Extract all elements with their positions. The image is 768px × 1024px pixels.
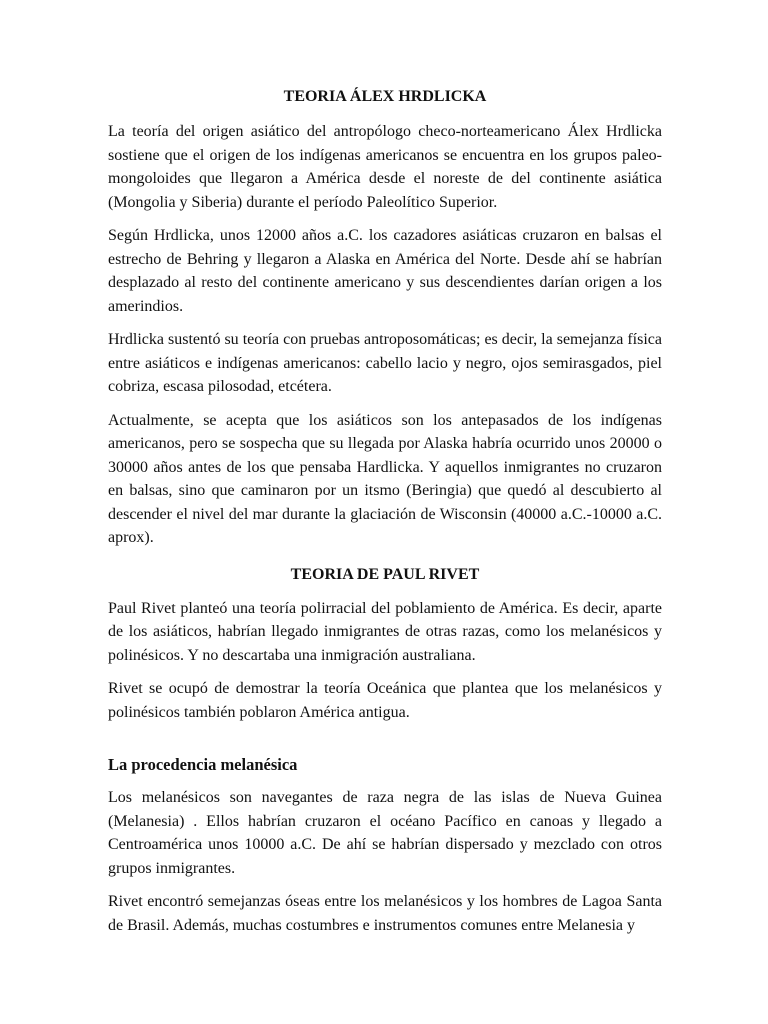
paragraph-melanesica-1: Los melanésicos son navegantes de raza negra de las islas de Nueva Guinea (Melanesia) . Ellos habrían cruzaron el océano Pacífico en canoas y llegado a Centroamérica unos 10000 a.C. De ahí se habrían dispersado y mezclado con otros grupos inmigrantes. [108, 789, 662, 877]
document-page [108, 86, 662, 947]
paragraph-hrdlicka-1: La teoría del origen asiático del antropólogo checo-norteamericano Álex Hrdlicka sostiene que el origen de los indígenas americanos se encuentra en los grupos paleo-mongoloides que llegaron a América desde el noreste de del continente asiática (Mongolia y Siberia) durante el período Paleolítico Superior. [108, 123, 662, 211]
heading-procedencia-melanesica: La procedencia melanésica [108, 755, 298, 774]
paragraph-hrdlicka-4: Actualmente, se acepta que los asiáticos son los antepasados de los indígenas americanos, pero se sospecha que su llegada por Alaska habría ocurrido unos 20000 o 30000 años antes de los que pensaba Hardlicka. Y aquellos inmigrantes no cruzaron en balsas, sino que caminaron por un itsmo (Beringia) que quedó al descubierto al descender el nivel del mar durante la glaciación de Wisconsin (40000 a.C.-10000 a.C. aprox). [108, 411, 662, 546]
heading-teoria-hrdlicka: TEORIA ÁLEX HRDLICKA [283, 88, 487, 105]
paragraph-hrdlicka-2: Según Hrdlicka, unos 12000 años a.C. los cazadores asiáticas cruzaron en balsas el estrecho de Behring y llegaron a Alaska en América del Norte. Desde ahí se habrían desplazado al resto del continente americano y sus descendientes darían origen a los amerindios. [108, 227, 662, 315]
paragraph-hrdlicka-3: Hrdlicka sustentó su teoría con pruebas antroposomáticas; es decir, la semejanza física entre asiáticos e indígenas americanos: cabello lacio y negro, ojos semirasgados, piel cobriza, escasa pilosodad, etcétera. [108, 331, 662, 395]
paragraph-rivet-2: Rivet se ocupó de demostrar la teoría Oceánica que plantea que los melanésicos y polinésicos también poblaron América antigua. [108, 680, 662, 721]
heading-teoria-rivet: TEORIA DE PAUL RIVET [290, 565, 480, 583]
paragraph-rivet-1: Paul Rivet planteó una teoría polirracial del poblamiento de América. Es decir, aparte de los asiáticos, habrían llegado inmigrantes de otras razas, como los melanésicos y polinésicos. Y no descartaba una inmigración australiana. [108, 599, 662, 664]
paragraph-melanesica-2: Rivet encontró semejanzas óseas entre los melanésicos y los hombres de Lagoa Santa de Brasil. Además, muchas costumbres e instrumentos comunes entre Melanesia y [108, 893, 662, 934]
